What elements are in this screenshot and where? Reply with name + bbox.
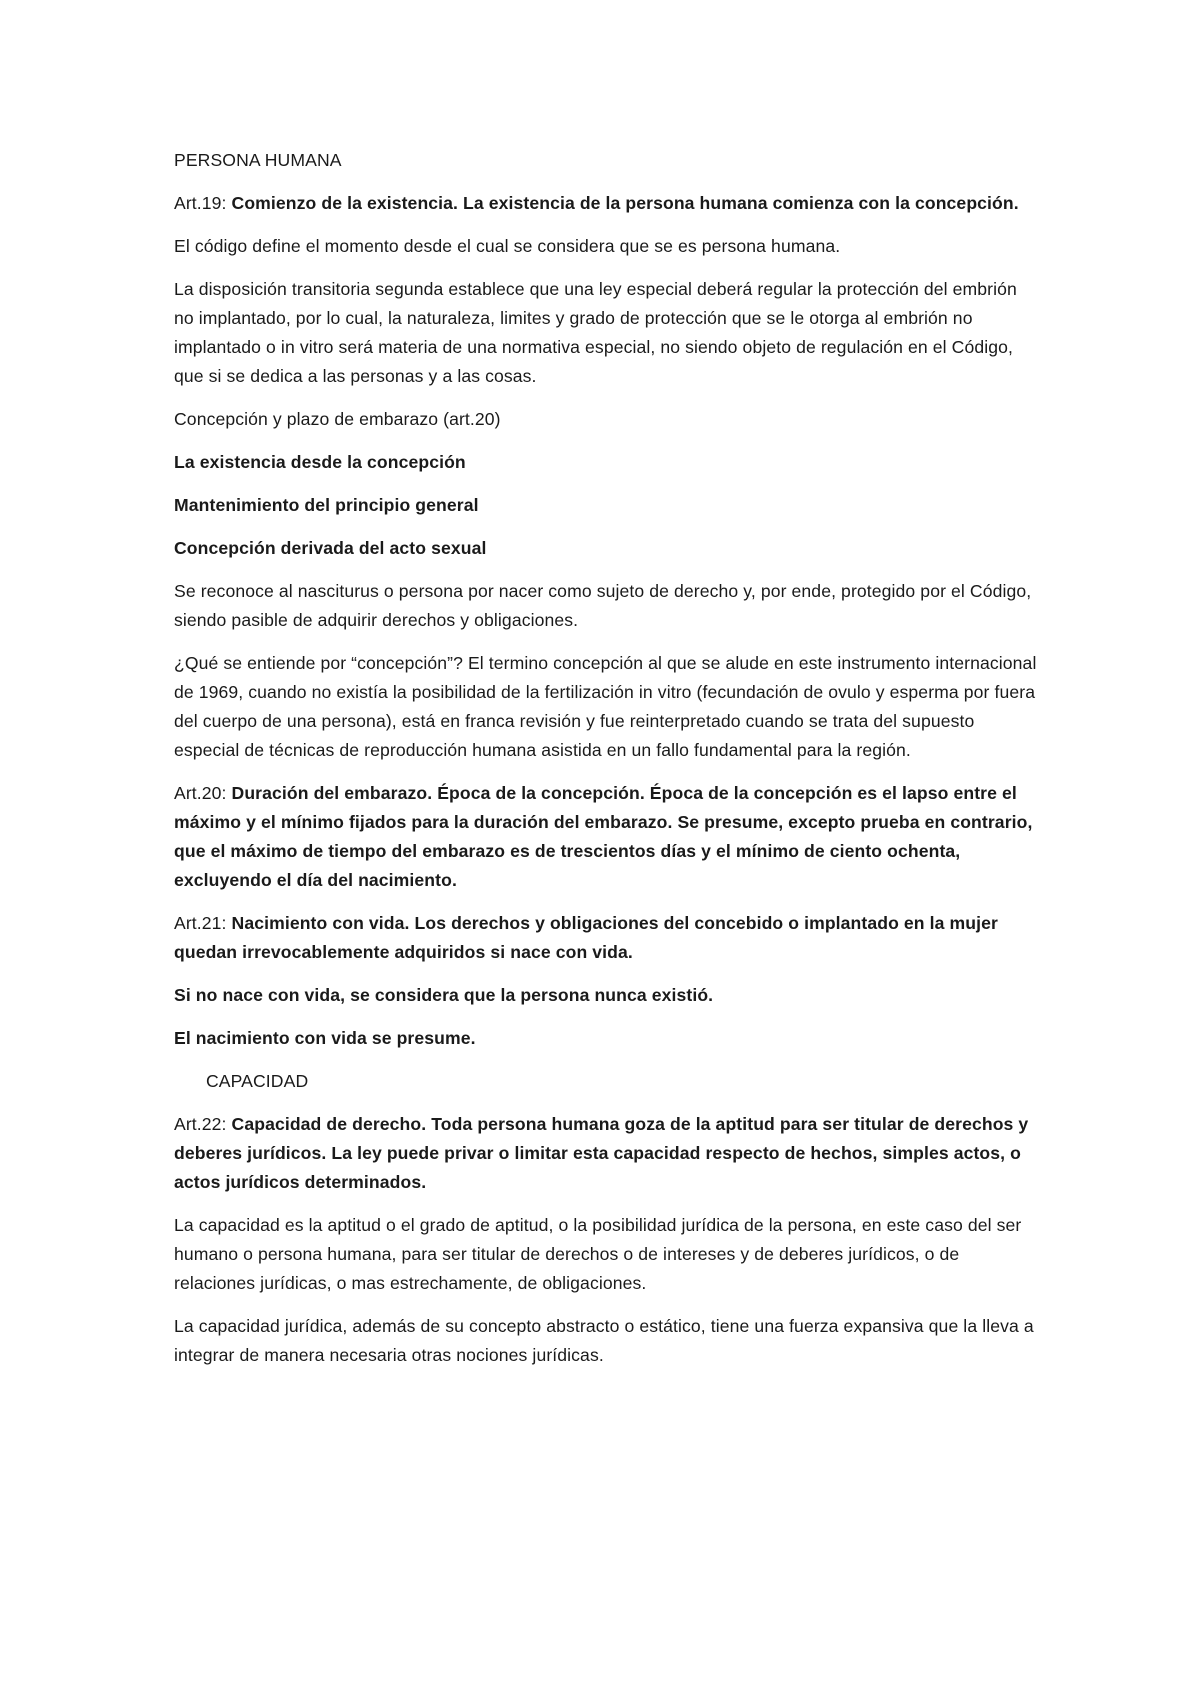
paragraph-conception-meaning: ¿Qué se entiende por “concepción”? El termino concepción al que se alude en este instrumento internacional de 1969, cuando no existía la posibilidad de la fertilización in vitro (fecundación de ovulo y esperma por fuera del cuerpo de una persona), está en franca revisión y fue reinterpretado cuando se trata del supuesto especial de técnicas de reproducción humana asistida en un fallo fundamental para la región. [174, 653, 1037, 760]
document-title: PERSONA HUMANA [174, 150, 342, 170]
heading-general-principle: Mantenimiento del principio general [174, 495, 479, 515]
article-22 [174, 1110, 1040, 1197]
article-20-label: Art.20: [174, 783, 232, 803]
statement-never-existed: Si no nace con vida, se considera que la persona nunca existió. [174, 985, 714, 1005]
article-21 [174, 909, 1040, 967]
statement-birth-presumed: El nacimiento con vida se presume. [174, 1028, 476, 1048]
article-19-text: Comienzo de la existencia. La existencia de la persona humana comienza con la concepción. [231, 193, 1019, 213]
article-20 [174, 779, 1040, 895]
paragraph-nasciturus: Se reconoce al nasciturus o persona por nacer como sujeto de derecho y, por ende, protegido por el Código, siendo pasible de adquirir derechos y obligaciones. [174, 581, 1032, 630]
paragraph-legal-capacity: La capacidad jurídica, además de su concepto abstracto o estático, tiene una fuerza expansiva que la lleva a integrar de manera necesaria otras nociones jurídicas. [174, 1316, 1034, 1365]
article-19 [174, 189, 1040, 218]
article-22-text: Capacidad de derecho. Toda persona humana goza de la aptitud para ser titular de derechos y deberes jurídicos. La ley puede privar o limitar esta capacidad respecto de hechos, simples actos, o actos jurídicos determinados. [174, 1114, 1029, 1192]
article-21-label: Art.21: [174, 913, 232, 933]
heading-existence-conception: La existencia desde la concepción [174, 452, 466, 472]
article-19-label: Art.19: [174, 193, 232, 213]
paragraph-code-definition: El código define el momento desde el cual se considera que se es persona humana. [174, 236, 841, 256]
article-21-text: Nacimiento con vida. Los derechos y obligaciones del concebido o implantado en la mujer quedan irrevocablemente adquiridos si nace con vida. [174, 913, 998, 962]
section-title-capacidad: CAPACIDAD [206, 1071, 309, 1091]
paragraph-capacity-definition: La capacidad es la aptitud o el grado de aptitud, o la posibilidad jurídica de la persona, en este caso del ser humano o persona humana, para ser titular de derechos o de intereses y de deberes jurídicos, o de relaciones jurídicas, o mas estrechamente, de obligaciones. [174, 1215, 1022, 1293]
paragraph-transitory-provision: La disposición transitoria segunda establece que una ley especial deberá regular la protección del embrión no implantado, por lo cual, la naturaleza, limites y grado de protección que se le otorga al embrión no implantado o in vitro será materia de una normativa especial, no siendo objeto de regulación en el Código, que si se dedica a las personas y a las cosas. [174, 279, 1017, 386]
article-22-label: Art.22: [174, 1114, 232, 1134]
paragraph-conception-term: Concepción y plazo de embarazo (art.20) [174, 409, 501, 429]
heading-sexual-act-conception: Concepción derivada del acto sexual [174, 538, 487, 558]
article-20-text: Duración del embarazo. Época de la concepción. Época de la concepción es el lapso entre el máximo y el mínimo fijados para la duración del embarazo. Se presume, excepto prueba en contrario, que el máximo de tiempo del embarazo es de trescientos días y el mínimo de ciento ochenta, excluyendo el día del nacimiento. [174, 783, 1033, 890]
